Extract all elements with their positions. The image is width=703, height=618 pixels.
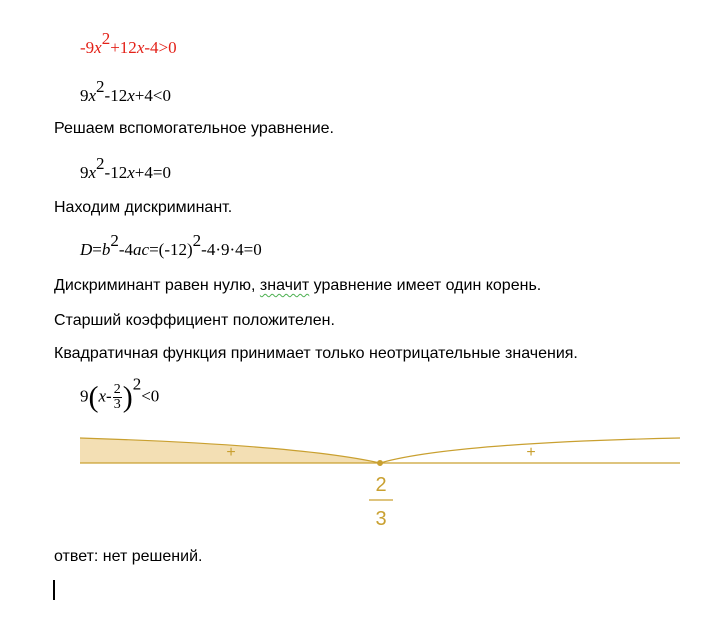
text-nonnegative-values: Квадратичная функция принимает только неотрицательные значения. — [54, 345, 578, 362]
text-cursor — [53, 580, 55, 600]
inequality-original: $-9x^2+12x-4>0$ — [80, 29, 177, 57]
root-denominator: 3 — [375, 508, 387, 530]
auxiliary-equation: $9x^2-12x+4=0$ — [80, 154, 171, 182]
text-leading-coefficient: Старший коэффициент положителен. — [54, 312, 335, 329]
discriminant-formula: $D=b^2-4ac=(-12)^2-4\cdot 9\cdot 4=0$ — [80, 231, 262, 259]
text-auxiliary-equation: Решаем вспомогательное уравнение. — [54, 120, 334, 137]
text-find-discriminant: Находим дискриминант. — [54, 199, 233, 216]
answer-text: ответ: нет решений. — [54, 548, 203, 565]
root-numerator: 2 — [375, 474, 387, 496]
fraction-two-thirds: $\frac{2}{3}$ — [113, 382, 121, 412]
root-point — [377, 460, 383, 466]
text-discriminant-zero: Дискриминант равен нулю, значит уравнение имеет один корень. — [54, 277, 542, 294]
final-inequality: 9(x- $\frac{2}{3}$ )$^2$<0 — [80, 374, 160, 414]
plus-right: + — [526, 444, 536, 461]
inequality-transformed: $9x^2-12x+4<0$ — [80, 77, 171, 105]
plus-left: + — [226, 444, 236, 461]
